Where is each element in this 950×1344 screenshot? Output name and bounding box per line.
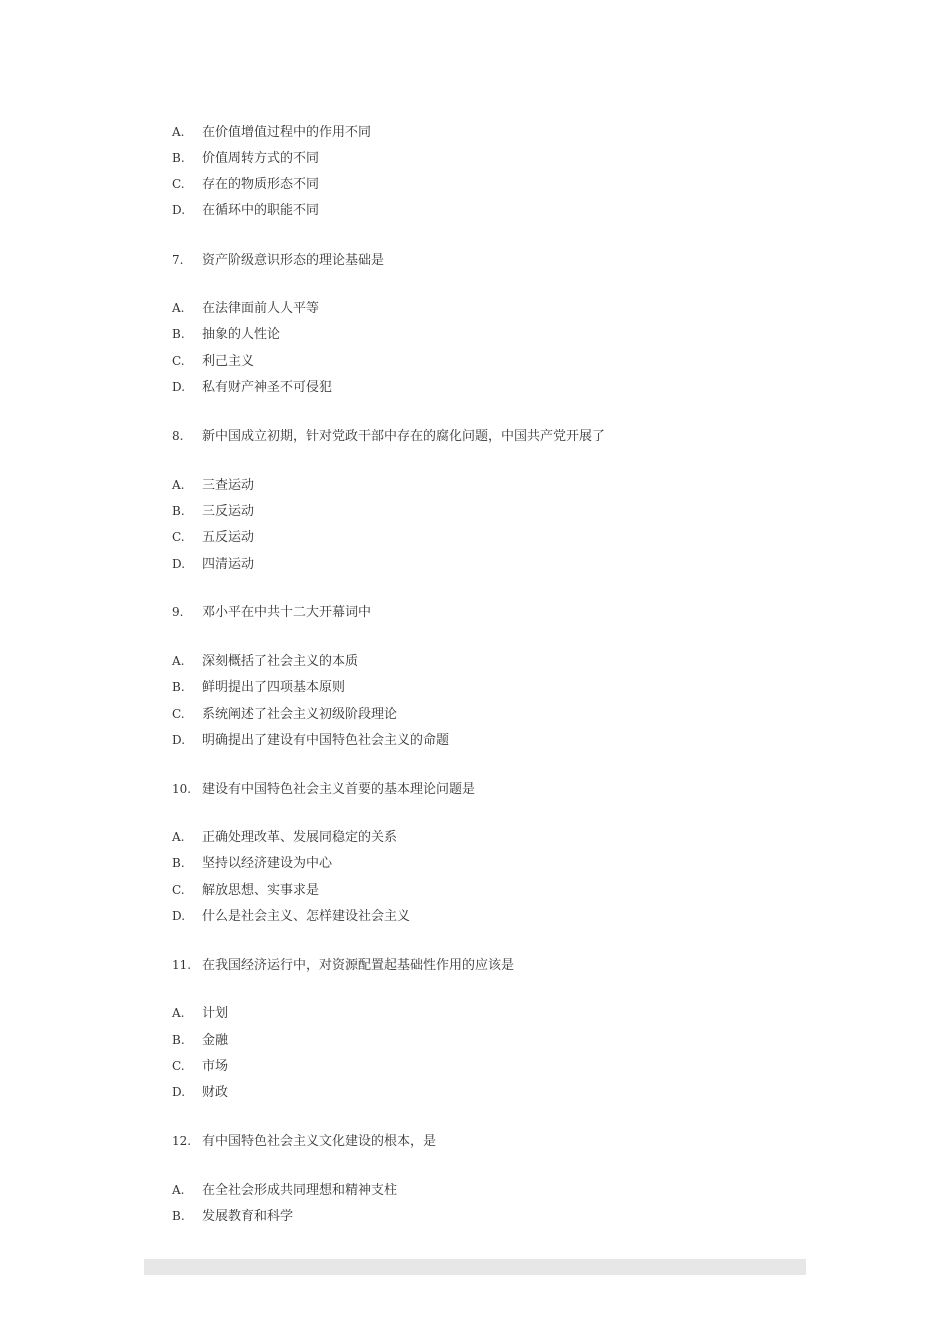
option-label: C. (172, 177, 185, 191)
option-row (172, 175, 319, 194)
question-row (172, 603, 371, 622)
question-number: 9. (172, 605, 184, 619)
option-row (172, 652, 358, 671)
question-text: 邓小平在中共十二大开幕词中 (202, 605, 372, 620)
option-label: C. (172, 1059, 185, 1073)
option-row (172, 1031, 228, 1050)
option-label: A. (172, 125, 185, 139)
option-text: 抽象的人性论 (202, 327, 281, 342)
option-text: 鲜明提出了四项基本原则 (202, 680, 346, 695)
question-row (172, 956, 514, 975)
option-text: 财政 (202, 1085, 229, 1100)
question-text: 在我国经济运行中，对资源配置起基础性作用的应该是 (202, 958, 515, 973)
question-text: 资产阶级意识形态的理论基础是 (202, 253, 385, 268)
question-row (172, 780, 475, 799)
option-label: D. (172, 380, 186, 394)
option-row (172, 352, 254, 371)
question-number: 10. (172, 782, 192, 796)
question-number: 7. (172, 253, 184, 267)
option-row (172, 528, 254, 547)
option-row (172, 325, 280, 344)
option-label: A. (172, 301, 185, 315)
option-text: 正确处理改革、发展同稳定的关系 (202, 830, 398, 845)
option-text: 市场 (202, 1059, 229, 1074)
option-text: 明确提出了建设有中国特色社会主义的命题 (202, 733, 450, 748)
option-text: 系统阐述了社会主义初级阶段理论 (202, 707, 398, 722)
option-text: 三查运动 (202, 478, 255, 493)
question-number: 11. (172, 958, 192, 972)
option-label: C. (172, 707, 185, 721)
option-row (172, 149, 319, 168)
option-label: C. (172, 354, 185, 368)
option-text: 深刻概括了社会主义的本质 (202, 654, 359, 669)
question-number: 8. (172, 429, 184, 443)
option-label: D. (172, 909, 186, 923)
option-text: 四清运动 (202, 557, 255, 572)
question-text: 建设有中国特色社会主义首要的基本理论问题是 (202, 782, 476, 797)
option-row (172, 907, 410, 926)
option-row (172, 502, 254, 521)
option-row (172, 1181, 397, 1200)
footer-bar (144, 1259, 806, 1275)
option-text: 在法律面前人人平等 (202, 301, 320, 316)
option-label: D. (172, 203, 186, 217)
option-label: A. (172, 654, 185, 668)
option-row (172, 123, 371, 142)
option-text: 解放思想、实事求是 (202, 883, 320, 898)
option-text: 什么是社会主义、怎样建设社会主义 (202, 909, 411, 924)
question-row (172, 427, 605, 446)
question-row (172, 1132, 436, 1151)
option-label: B. (172, 504, 185, 518)
option-row (172, 555, 254, 574)
option-row (172, 1207, 293, 1226)
option-text: 三反运动 (202, 504, 255, 519)
option-label: A. (172, 478, 185, 492)
option-label: A. (172, 1006, 185, 1020)
option-row (172, 705, 397, 724)
option-row (172, 476, 254, 495)
question-text: 新中国成立初期，针对党政干部中存在的腐化问题，中国共产党开展了 (202, 429, 606, 444)
option-row (172, 1004, 228, 1023)
option-text: 利己主义 (202, 354, 255, 369)
option-row (172, 299, 319, 318)
option-row (172, 731, 449, 750)
option-label: B. (172, 1033, 185, 1047)
option-text: 存在的物质形态不同 (202, 177, 320, 192)
option-text: 在循环中的职能不同 (202, 203, 320, 218)
option-text: 五反运动 (202, 530, 255, 545)
option-text: 在全社会形成共同理想和精神支柱 (202, 1183, 398, 1198)
option-label: B. (172, 151, 185, 165)
option-label: A. (172, 830, 185, 844)
option-row (172, 1083, 228, 1102)
option-text: 坚持以经济建设为中心 (202, 856, 333, 871)
option-text: 金融 (202, 1033, 229, 1048)
option-row (172, 378, 332, 397)
option-text: 发展教育和科学 (202, 1209, 294, 1224)
option-row (172, 678, 345, 697)
option-label: B. (172, 856, 185, 870)
option-label: A. (172, 1183, 185, 1197)
question-number: 12. (172, 1134, 192, 1148)
option-label: C. (172, 530, 185, 544)
option-label: B. (172, 680, 185, 694)
option-text: 私有财产神圣不可侵犯 (202, 380, 333, 395)
option-text: 在价值增值过程中的作用不同 (202, 125, 372, 140)
option-label: D. (172, 1085, 186, 1099)
option-row (172, 881, 319, 900)
option-row (172, 828, 397, 847)
option-text: 计划 (202, 1006, 229, 1021)
question-text: 有中国特色社会主义文化建设的根本，是 (202, 1134, 437, 1149)
option-label: D. (172, 557, 186, 571)
option-label: B. (172, 327, 185, 341)
question-row (172, 251, 384, 270)
option-row (172, 201, 319, 220)
option-label: B. (172, 1209, 185, 1223)
option-row (172, 1057, 228, 1076)
option-text: 价值周转方式的不同 (202, 151, 320, 166)
option-label: C. (172, 883, 185, 897)
option-label: D. (172, 733, 186, 747)
option-row (172, 854, 332, 873)
